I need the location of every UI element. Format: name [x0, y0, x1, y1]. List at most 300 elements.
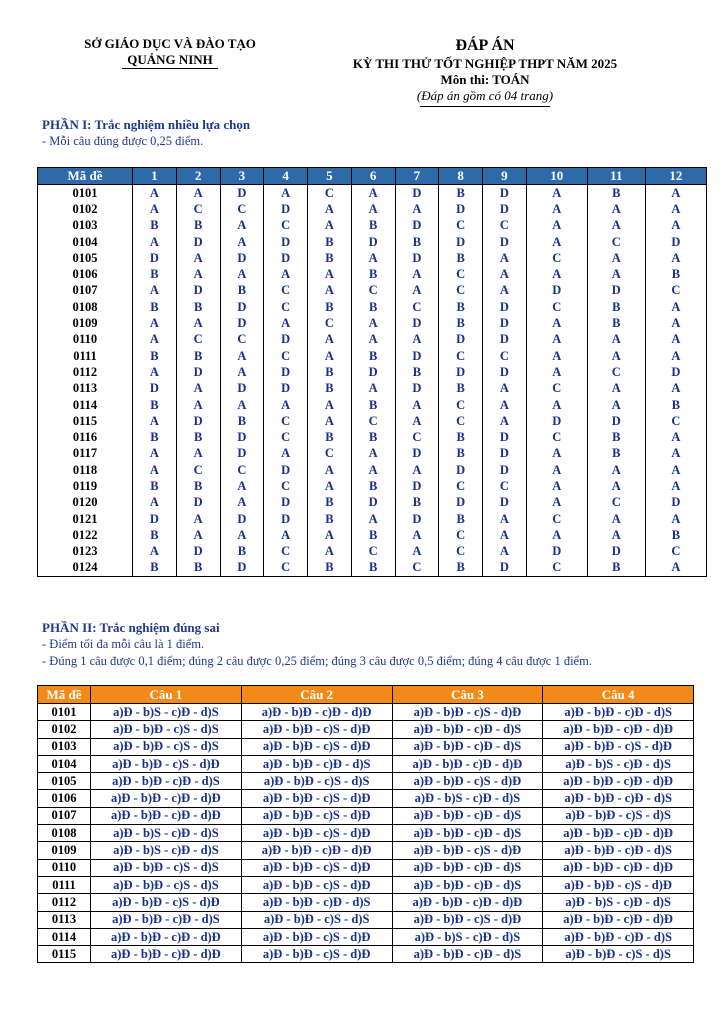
- answer-cell: D: [483, 185, 527, 202]
- answer-cell: A: [264, 315, 308, 331]
- answer-cell: C: [587, 234, 645, 250]
- answer-cell: A: [526, 315, 587, 331]
- answer-cell: A: [264, 527, 308, 543]
- answer-cell: a)Đ - b)Đ - c)Đ - d)Đ: [91, 790, 242, 807]
- table-row: [38, 478, 707, 494]
- answer-cell: B: [308, 429, 352, 445]
- exam-code-cell: 0118: [38, 462, 133, 478]
- answer-cell: A: [645, 462, 706, 478]
- answer-cell: A: [526, 446, 587, 462]
- answer-cell: A: [133, 462, 177, 478]
- answer-cell: A: [587, 201, 645, 217]
- answer-cell: B: [587, 185, 645, 202]
- question-header: 9: [483, 168, 527, 185]
- answer-cell: A: [483, 250, 527, 266]
- answer-cell: D: [483, 446, 527, 462]
- answer-cell: A: [351, 381, 395, 397]
- answer-cell: A: [308, 283, 352, 299]
- answer-cell: a)Đ - b)Đ - c)S - d)S: [91, 859, 242, 876]
- answer-cell: D: [220, 511, 264, 527]
- answer-cell: A: [351, 332, 395, 348]
- exam-code-cell: 0113: [38, 381, 133, 397]
- answer-cell: B: [176, 218, 220, 234]
- table-row: [38, 859, 694, 876]
- answer-cell: B: [351, 478, 395, 494]
- answer-cell: a)Đ - b)Đ - c)Đ - d)Đ: [392, 894, 543, 911]
- answer-cell: B: [439, 185, 483, 202]
- answer-cell: A: [220, 364, 264, 380]
- answer-cell: a)Đ - b)Đ - c)S - d)S: [91, 876, 242, 893]
- answer-cell: B: [351, 348, 395, 364]
- answer-cell: a)Đ - b)Đ - c)Đ - d)S: [543, 704, 694, 721]
- answer-cell: C: [264, 283, 308, 299]
- answer-cell: C: [526, 381, 587, 397]
- department-header: [60, 36, 280, 69]
- answer-cell: a)Đ - b)Đ - c)S - d)Đ: [241, 928, 392, 945]
- answer-cell: A: [176, 250, 220, 266]
- answer-cell: A: [395, 283, 439, 299]
- answer-cell: C: [264, 429, 308, 445]
- exam-code-cell: 0115: [38, 946, 91, 963]
- answer-cell: D: [264, 495, 308, 511]
- answer-cell: a)Đ - b)Đ - c)Đ - d)Đ: [392, 755, 543, 772]
- answer-cell: D: [220, 299, 264, 315]
- answer-cell: A: [587, 527, 645, 543]
- answer-cell: D: [526, 283, 587, 299]
- table-row: [38, 560, 707, 577]
- exam-code-cell: 0110: [38, 859, 91, 876]
- answer-cell: A: [587, 250, 645, 266]
- answer-cell: a)Đ - b)Đ - c)S - d)Đ: [241, 738, 392, 755]
- answer-cell: a)Đ - b)S - c)Đ - d)S: [91, 842, 242, 859]
- answer-cell: a)Đ - b)S - c)Đ - d)S: [91, 704, 242, 721]
- answer-cell: A: [220, 348, 264, 364]
- question-header: 2: [176, 168, 220, 185]
- exam-code-cell: 0110: [38, 332, 133, 348]
- answer-cell: a)Đ - b)Đ - c)Đ - d)Đ: [91, 807, 242, 824]
- answer-cell: B: [220, 544, 264, 560]
- answer-cell: D: [645, 364, 706, 380]
- answer-cell: a)Đ - b)S - c)Đ - d)S: [543, 894, 694, 911]
- answer-cell: a)Đ - b)S - c)Đ - d)S: [392, 790, 543, 807]
- exam-code-cell: 0120: [38, 495, 133, 511]
- exam-code-cell: 0104: [38, 755, 91, 772]
- answer-cell: A: [176, 511, 220, 527]
- department-name: SỞ GIÁO DỤC VÀ ĐÀO TẠO: [84, 36, 256, 51]
- answer-cell: B: [587, 315, 645, 331]
- answer-cell: C: [176, 201, 220, 217]
- answer-cell: a)Đ - b)Đ - c)Đ - d)S: [392, 738, 543, 755]
- answer-cell: a)Đ - b)Đ - c)Đ - d)S: [392, 721, 543, 738]
- question-header: 6: [351, 168, 395, 185]
- table-row: [38, 527, 707, 543]
- question-header: 3: [220, 168, 264, 185]
- answer-cell: A: [133, 544, 177, 560]
- answer-cell: D: [264, 511, 308, 527]
- answer-cell: A: [483, 511, 527, 527]
- answer-cell: a)Đ - b)Đ - c)S - d)Đ: [543, 876, 694, 893]
- answer-cell: C: [220, 201, 264, 217]
- answer-cell: a)Đ - b)Đ - c)Đ - d)S: [392, 946, 543, 963]
- province-name: QUẢNG NINH: [127, 52, 213, 67]
- table-row: [38, 218, 707, 234]
- answer-cell: D: [483, 299, 527, 315]
- answer-cell: a)Đ - b)Đ - c)S - d)Đ: [543, 738, 694, 755]
- part2-note-1: - Điểm tối đa mỗi câu là 1 điểm.: [42, 637, 205, 651]
- answer-cell: a)Đ - b)Đ - c)Đ - d)Đ: [543, 773, 694, 790]
- answer-cell: a)Đ - b)Đ - c)S - d)Đ: [241, 876, 392, 893]
- answer-cell: A: [308, 478, 352, 494]
- answer-cell: B: [133, 348, 177, 364]
- answer-cell: B: [308, 299, 352, 315]
- answer-cell: A: [645, 315, 706, 331]
- table-row: [38, 234, 707, 250]
- answer-cell: B: [439, 446, 483, 462]
- answer-cell: B: [176, 478, 220, 494]
- table-row: [38, 201, 707, 217]
- part1-note: - Mỗi câu đúng được 0,25 điểm.: [42, 134, 204, 148]
- answer-cell: B: [308, 364, 352, 380]
- answer-cell: a)Đ - b)S - c)Đ - d)S: [91, 825, 242, 842]
- answer-cell: D: [483, 429, 527, 445]
- question-header: 4: [264, 168, 308, 185]
- exam-code-cell: 0109: [38, 315, 133, 331]
- page-count-note: (Đáp án gồm có 04 trang): [416, 88, 554, 103]
- answer-cell: D: [587, 544, 645, 560]
- answer-cell: A: [308, 397, 352, 413]
- answer-cell: D: [395, 381, 439, 397]
- answer-cell: a)Đ - b)Đ - c)S - d)Đ: [241, 859, 392, 876]
- answer-cell: a)Đ - b)Đ - c)S - d)Đ: [241, 721, 392, 738]
- exam-code-cell: 0107: [38, 283, 133, 299]
- answer-cell: D: [395, 446, 439, 462]
- answer-cell: C: [351, 544, 395, 560]
- answer-cell: A: [264, 446, 308, 462]
- answer-cell: a)Đ - b)Đ - c)S - d)Đ: [241, 825, 392, 842]
- answer-cell: A: [133, 364, 177, 380]
- answer-cell: D: [220, 429, 264, 445]
- answer-cell: A: [220, 266, 264, 282]
- answer-cell: A: [133, 446, 177, 462]
- answer-cell: A: [395, 544, 439, 560]
- answer-cell: A: [308, 413, 352, 429]
- answer-cell: D: [483, 462, 527, 478]
- answer-cell: C: [308, 185, 352, 202]
- table-row: [38, 842, 694, 859]
- answer-cell: B: [587, 299, 645, 315]
- answer-cell: A: [395, 413, 439, 429]
- answer-cell: A: [351, 315, 395, 331]
- answer-cell: B: [645, 397, 706, 413]
- answer-cell: a)Đ - b)Đ - c)Đ - d)S: [392, 876, 543, 893]
- table-row: [38, 413, 707, 429]
- answer-cell: A: [308, 332, 352, 348]
- answer-cell: A: [645, 381, 706, 397]
- exam-code-cell: 0122: [38, 527, 133, 543]
- answer-cell: D: [176, 544, 220, 560]
- answer-cell: A: [133, 201, 177, 217]
- answer-cell: a)Đ - b)Đ - c)Đ - d)S: [392, 859, 543, 876]
- answer-cell: B: [351, 397, 395, 413]
- exam-code-cell: 0116: [38, 429, 133, 445]
- answer-cell: C: [526, 560, 587, 577]
- answer-cell: D: [395, 478, 439, 494]
- answer-cell: C: [395, 429, 439, 445]
- answer-cell: A: [526, 397, 587, 413]
- question-header: 11: [587, 168, 645, 185]
- answer-cell: D: [351, 234, 395, 250]
- answer-cell: C: [308, 446, 352, 462]
- answer-cell: A: [308, 218, 352, 234]
- answer-cell: a)Đ - b)Đ - c)S - d)Đ: [241, 946, 392, 963]
- answer-cell: A: [308, 527, 352, 543]
- answer-cell: C: [264, 348, 308, 364]
- answer-cell: B: [351, 218, 395, 234]
- answer-cell: D: [220, 446, 264, 462]
- answer-cell: A: [526, 234, 587, 250]
- answer-cell: C: [439, 527, 483, 543]
- answer-cell: a)Đ - b)Đ - c)S - d)S: [241, 911, 392, 928]
- exam-code-cell: 0103: [38, 738, 91, 755]
- answer-cell: A: [351, 446, 395, 462]
- table-row: [38, 462, 707, 478]
- answer-cell: A: [133, 332, 177, 348]
- answer-cell: A: [308, 201, 352, 217]
- exam-code-cell: 0114: [38, 397, 133, 413]
- answer-cell: A: [526, 527, 587, 543]
- answer-cell: B: [587, 560, 645, 577]
- answer-cell: A: [176, 527, 220, 543]
- answer-cell: C: [645, 544, 706, 560]
- answer-cell: D: [483, 495, 527, 511]
- answer-cell: D: [483, 332, 527, 348]
- exam-code-cell: 0102: [38, 721, 91, 738]
- answer-cell: A: [587, 381, 645, 397]
- answer-cell: a)Đ - b)Đ - c)Đ - d)S: [241, 894, 392, 911]
- answer-cell: A: [308, 544, 352, 560]
- table-row: [38, 773, 694, 790]
- answer-cell: D: [587, 283, 645, 299]
- answer-cell: B: [395, 234, 439, 250]
- answer-cell: A: [133, 283, 177, 299]
- answer-cell: A: [645, 348, 706, 364]
- answer-cell: A: [645, 218, 706, 234]
- part2-answer-table: [37, 685, 694, 963]
- answer-cell: B: [308, 234, 352, 250]
- answer-cell: B: [439, 560, 483, 577]
- answer-cell: a)Đ - b)Đ - c)S - d)Đ: [91, 755, 242, 772]
- answer-cell: D: [439, 201, 483, 217]
- answer-cell: B: [133, 429, 177, 445]
- table-row: [38, 381, 707, 397]
- answer-cell: B: [308, 250, 352, 266]
- answer-cell: D: [176, 495, 220, 511]
- answer-cell: D: [220, 381, 264, 397]
- answer-cell: C: [645, 283, 706, 299]
- answer-cell: A: [645, 332, 706, 348]
- answer-cell: A: [351, 185, 395, 202]
- answer-cell: A: [645, 511, 706, 527]
- answer-cell: D: [645, 234, 706, 250]
- code-header: Mã đề: [38, 168, 133, 185]
- answer-cell: B: [351, 560, 395, 577]
- answer-cell: A: [483, 381, 527, 397]
- answer-cell: D: [351, 495, 395, 511]
- question-header: Câu 2: [241, 686, 392, 704]
- question-header: 10: [526, 168, 587, 185]
- answer-cell: C: [395, 560, 439, 577]
- answer-cell: a)Đ - b)Đ - c)Đ - d)Đ: [241, 704, 392, 721]
- answer-cell: C: [439, 397, 483, 413]
- answer-cell: a)Đ - b)Đ - c)S - d)S: [543, 807, 694, 824]
- answer-cell: D: [483, 364, 527, 380]
- answer-cell: C: [645, 413, 706, 429]
- code-header: Mã đề: [38, 686, 91, 704]
- answer-cell: C: [526, 511, 587, 527]
- answer-cell: D: [483, 234, 527, 250]
- answer-cell: A: [176, 185, 220, 202]
- table-row: [38, 266, 707, 282]
- table-row: [38, 894, 694, 911]
- answer-cell: A: [483, 266, 527, 282]
- answer-cell: B: [439, 381, 483, 397]
- answer-cell: B: [176, 560, 220, 577]
- table-row: [38, 495, 707, 511]
- question-header: 7: [395, 168, 439, 185]
- answer-cell: a)Đ - b)Đ - c)Đ - d)S: [392, 825, 543, 842]
- answer-cell: A: [351, 201, 395, 217]
- answer-cell: D: [395, 218, 439, 234]
- answer-cell: D: [176, 413, 220, 429]
- table-row: [38, 755, 694, 772]
- answer-cell: A: [395, 397, 439, 413]
- exam-code-cell: 0111: [38, 876, 91, 893]
- header-rule: [420, 106, 550, 107]
- answer-cell: D: [395, 511, 439, 527]
- answer-cell: B: [308, 381, 352, 397]
- answer-cell: C: [264, 560, 308, 577]
- answer-cell: B: [133, 299, 177, 315]
- exam-code-cell: 0115: [38, 413, 133, 429]
- answer-cell: A: [220, 527, 264, 543]
- exam-code-cell: 0112: [38, 894, 91, 911]
- answer-cell: B: [220, 283, 264, 299]
- answer-cell: a)Đ - b)Đ - c)S - d)Đ: [241, 807, 392, 824]
- answer-cell: D: [439, 234, 483, 250]
- answer-cell: C: [176, 332, 220, 348]
- part1-title: PHẦN I: Trắc nghiệm nhiều lựa chọn: [42, 117, 251, 132]
- part2-title: PHẦN II: Trắc nghiệm đúng sai: [42, 620, 220, 635]
- table-row: [38, 429, 707, 445]
- answer-cell: D: [264, 364, 308, 380]
- answer-cell: B: [176, 299, 220, 315]
- answer-cell: B: [133, 266, 177, 282]
- answer-cell: D: [395, 348, 439, 364]
- answer-cell: D: [133, 250, 177, 266]
- answer-cell: D: [483, 315, 527, 331]
- answer-cell: C: [176, 462, 220, 478]
- answer-cell: D: [264, 234, 308, 250]
- answer-cell: B: [439, 315, 483, 331]
- answer-cell: A: [308, 266, 352, 282]
- answer-cell: C: [439, 266, 483, 282]
- answer-cell: a)Đ - b)Đ - c)Đ - d)Đ: [543, 721, 694, 738]
- answer-cell: B: [439, 511, 483, 527]
- answer-cell: D: [264, 250, 308, 266]
- answer-cell: A: [133, 315, 177, 331]
- exam-code-cell: 0101: [38, 185, 133, 202]
- answer-cell: A: [645, 429, 706, 445]
- table-row: [38, 364, 707, 380]
- question-header: Câu 1: [91, 686, 242, 704]
- answer-cell: B: [176, 429, 220, 445]
- table-row: [38, 738, 694, 755]
- answer-cell: a)Đ - b)Đ - c)Đ - d)S: [392, 807, 543, 824]
- answer-cell: B: [133, 527, 177, 543]
- answer-cell: a)Đ - b)Đ - c)Đ - d)Đ: [543, 911, 694, 928]
- table-row: [38, 704, 694, 721]
- answer-cell: A: [308, 462, 352, 478]
- answer-cell: B: [176, 348, 220, 364]
- part2-note-2: - Đúng 1 câu được 0,1 điểm; đúng 2 câu được 0,25 điểm; đúng 3 câu được 0,5 điểm; đúng 4 câu được 1 điểm.: [42, 654, 592, 668]
- answer-cell: a)Đ - b)Đ - c)Đ - d)S: [241, 755, 392, 772]
- answer-cell: A: [645, 201, 706, 217]
- answer-cell: C: [439, 283, 483, 299]
- answer-cell: a)Đ - b)Đ - c)Đ - d)Đ: [91, 946, 242, 963]
- answer-cell: D: [395, 250, 439, 266]
- answer-cell: C: [483, 218, 527, 234]
- answer-cell: A: [526, 218, 587, 234]
- exam-code-cell: 0104: [38, 234, 133, 250]
- answer-cell: a)Đ - b)Đ - c)Đ - d)S: [91, 911, 242, 928]
- table-row: [38, 790, 694, 807]
- answer-cell: C: [587, 495, 645, 511]
- answer-cell: A: [526, 348, 587, 364]
- answer-cell: B: [133, 218, 177, 234]
- exam-code-cell: 0119: [38, 478, 133, 494]
- exam-header: [330, 36, 640, 107]
- answer-cell: C: [587, 364, 645, 380]
- answer-cell: A: [264, 266, 308, 282]
- answer-cell: B: [308, 560, 352, 577]
- answer-cell: A: [587, 462, 645, 478]
- answer-cell: A: [264, 397, 308, 413]
- answer-cell: D: [133, 511, 177, 527]
- answer-cell: B: [439, 299, 483, 315]
- exam-code-cell: 0113: [38, 911, 91, 928]
- answer-cell: A: [176, 315, 220, 331]
- answer-cell: A: [308, 348, 352, 364]
- answer-cell: D: [351, 364, 395, 380]
- answer-cell: a)Đ - b)Đ - c)S - d)S: [241, 773, 392, 790]
- answer-cell: D: [176, 283, 220, 299]
- table-row: [38, 397, 707, 413]
- table-row: [38, 544, 707, 560]
- answer-cell: B: [395, 495, 439, 511]
- answer-cell: A: [133, 413, 177, 429]
- answer-cell: D: [526, 544, 587, 560]
- answer-cell: A: [395, 266, 439, 282]
- answer-cell: C: [264, 299, 308, 315]
- answer-cell: C: [483, 478, 527, 494]
- answer-cell: A: [176, 397, 220, 413]
- answer-cell: a)Đ - b)Đ - c)Đ - d)S: [543, 928, 694, 945]
- exam-code-cell: 0103: [38, 218, 133, 234]
- answer-cell: A: [483, 544, 527, 560]
- exam-code-cell: 0108: [38, 299, 133, 315]
- answer-cell: B: [587, 446, 645, 462]
- table-row: [38, 876, 694, 893]
